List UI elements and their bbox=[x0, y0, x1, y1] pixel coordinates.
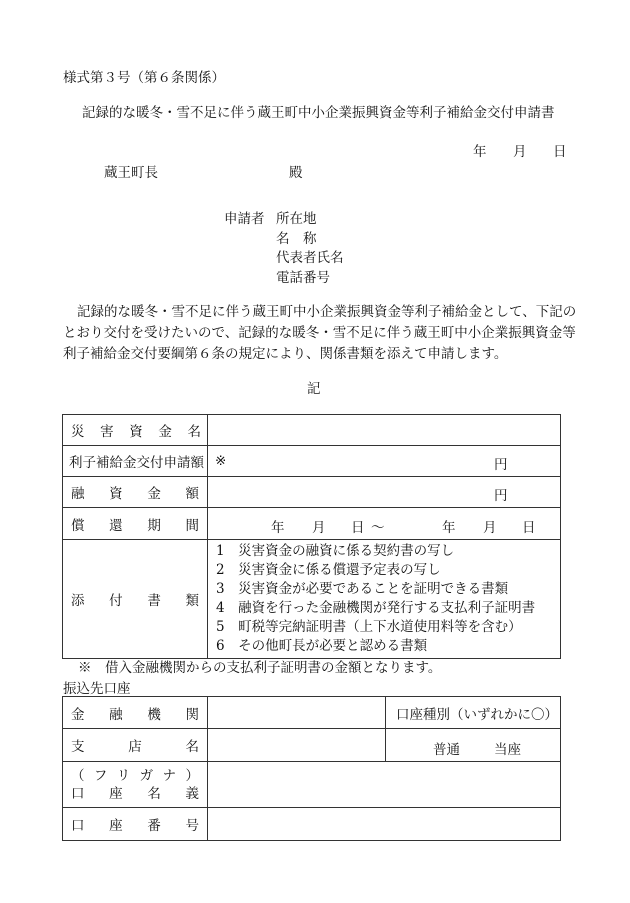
attachment-item: 3 災害資金が必要であることを証明できる書類 bbox=[216, 581, 509, 597]
loan-amount-label: 融 資 金 額 bbox=[71, 486, 199, 502]
attachment-item: 4 融資を行った金融機関が発行する支払利子証明書 bbox=[216, 600, 536, 616]
addressee-name: 蔵王町長 bbox=[104, 165, 158, 181]
period-tilde: 〜 bbox=[371, 520, 385, 536]
transfer-account-heading: 振込先口座 bbox=[63, 681, 131, 697]
account-type-label: 口座種別（いずれかに〇） bbox=[396, 706, 558, 723]
row-account-number bbox=[63, 808, 561, 841]
repayment-period-label: 償 還 期 間 bbox=[71, 517, 199, 534]
furigana-label: （ フ リ ガ ナ ） bbox=[71, 767, 199, 784]
branch-label-cell bbox=[63, 729, 208, 762]
subsidy-amount-mark: ※ bbox=[215, 453, 227, 469]
applicant-address-label: 所在地 bbox=[276, 211, 317, 227]
form-number: 様式第３号（第６条関係） bbox=[63, 70, 225, 86]
row-loan-amount bbox=[63, 477, 561, 508]
interest-certificate-note: ※ 借入金融機関からの支払利子証明書の金額となります。 bbox=[78, 660, 442, 676]
row-branch bbox=[63, 729, 561, 762]
addressee-honorific: 殿 bbox=[289, 165, 303, 181]
repayment-period-field[interactable] bbox=[208, 508, 561, 540]
row-subsidy-amount bbox=[63, 446, 561, 477]
applicant-name-label: 名 称 bbox=[276, 231, 317, 247]
row-repayment-period bbox=[63, 508, 561, 540]
body-line-2: とおり交付を受けたいので、記録的な暖冬・雪不足に伴う蔵王町中小企業振興資金等 bbox=[63, 325, 576, 341]
form-title: 記録的な暖冬・雪不足に伴う蔵王町中小企業振興資金等利子補給金交付申請書 bbox=[82, 105, 555, 121]
period-start-day: 日 bbox=[351, 520, 365, 536]
loan-amount-label-cell bbox=[63, 477, 208, 508]
period-start-month: 月 bbox=[312, 520, 326, 536]
applicant-representative-label: 代表者氏名 bbox=[276, 250, 344, 266]
attachments-list-cell bbox=[208, 540, 561, 659]
period-start-year: 年 bbox=[271, 520, 285, 536]
period-end-year: 年 bbox=[442, 520, 456, 536]
body-paragraph bbox=[63, 302, 577, 365]
branch-label: 支 店 名 bbox=[71, 739, 199, 755]
branch-name-field[interactable] bbox=[208, 729, 386, 762]
applicant-label: 申請者 bbox=[224, 211, 265, 227]
account-holder-label: 口 座 名 義 bbox=[71, 785, 199, 802]
attachment-item: 5 町税等完納証明書（上下水道使用料等を含む） bbox=[216, 619, 522, 635]
date-day: 日 bbox=[553, 144, 567, 160]
row-attachments bbox=[63, 540, 561, 659]
disaster-fund-label: 災 害 資 金 名 bbox=[71, 424, 201, 440]
bank-label: 金 融 機 関 bbox=[71, 706, 199, 723]
disaster-fund-label-cell bbox=[63, 415, 208, 446]
applicant-phone-label: 電話番号 bbox=[276, 270, 330, 286]
attachment-item: 2 災害資金に係る償還予定表の写し bbox=[216, 562, 441, 578]
account-number-label: 口 座 番 号 bbox=[71, 818, 199, 834]
row-account-holder bbox=[63, 762, 561, 808]
date-year: 年 bbox=[473, 144, 487, 160]
bank-name-field[interactable] bbox=[208, 697, 386, 729]
disaster-fund-field[interactable] bbox=[208, 415, 561, 446]
subsidy-amount-label: 利子補給金交付申請額 bbox=[69, 455, 204, 471]
account-holder-label-cell bbox=[63, 762, 208, 808]
attachment-item: 6 その他町長が必要と認める書類 bbox=[216, 638, 428, 654]
subsidy-amount-label-cell bbox=[63, 446, 208, 477]
account-type-current[interactable]: 当座 bbox=[494, 742, 521, 758]
repayment-period-label-cell bbox=[63, 508, 208, 540]
bank-label-cell bbox=[63, 697, 208, 729]
ki-heading: 記 bbox=[307, 381, 321, 397]
account-number-label-cell bbox=[63, 808, 208, 841]
loan-amount-field[interactable] bbox=[208, 477, 561, 508]
subsidy-amount-unit: 円 bbox=[494, 457, 508, 473]
bank-account-table bbox=[62, 696, 561, 841]
body-line-1: 記録的な暖冬・雪不足に伴う蔵王町中小企業振興資金等利子補給金として、下記の bbox=[77, 304, 577, 320]
application-table bbox=[62, 414, 561, 659]
body-line-3: 利子補給金交付要綱第６条の規定により、関係書類を添えて申請します。 bbox=[63, 346, 508, 362]
account-type-label-cell bbox=[386, 697, 561, 729]
attachments-label: 添 付 書 類 bbox=[71, 593, 199, 609]
subsidy-amount-field[interactable] bbox=[208, 446, 561, 477]
row-disaster-fund bbox=[63, 415, 561, 446]
loan-amount-unit: 円 bbox=[494, 488, 508, 504]
account-number-field[interactable] bbox=[208, 808, 561, 841]
row-bank bbox=[63, 697, 561, 729]
period-end-month: 月 bbox=[483, 520, 497, 536]
period-end-day: 日 bbox=[522, 520, 536, 536]
attachments-label-cell bbox=[63, 540, 208, 659]
attachment-item: 1 災害資金の融資に係る契約書の写し bbox=[216, 543, 455, 559]
attachments-list bbox=[208, 540, 560, 658]
account-holder-field[interactable] bbox=[208, 762, 561, 808]
account-type-options-cell bbox=[386, 729, 561, 762]
account-type-ordinary[interactable]: 普通 bbox=[433, 742, 460, 758]
date-month: 月 bbox=[513, 144, 527, 160]
